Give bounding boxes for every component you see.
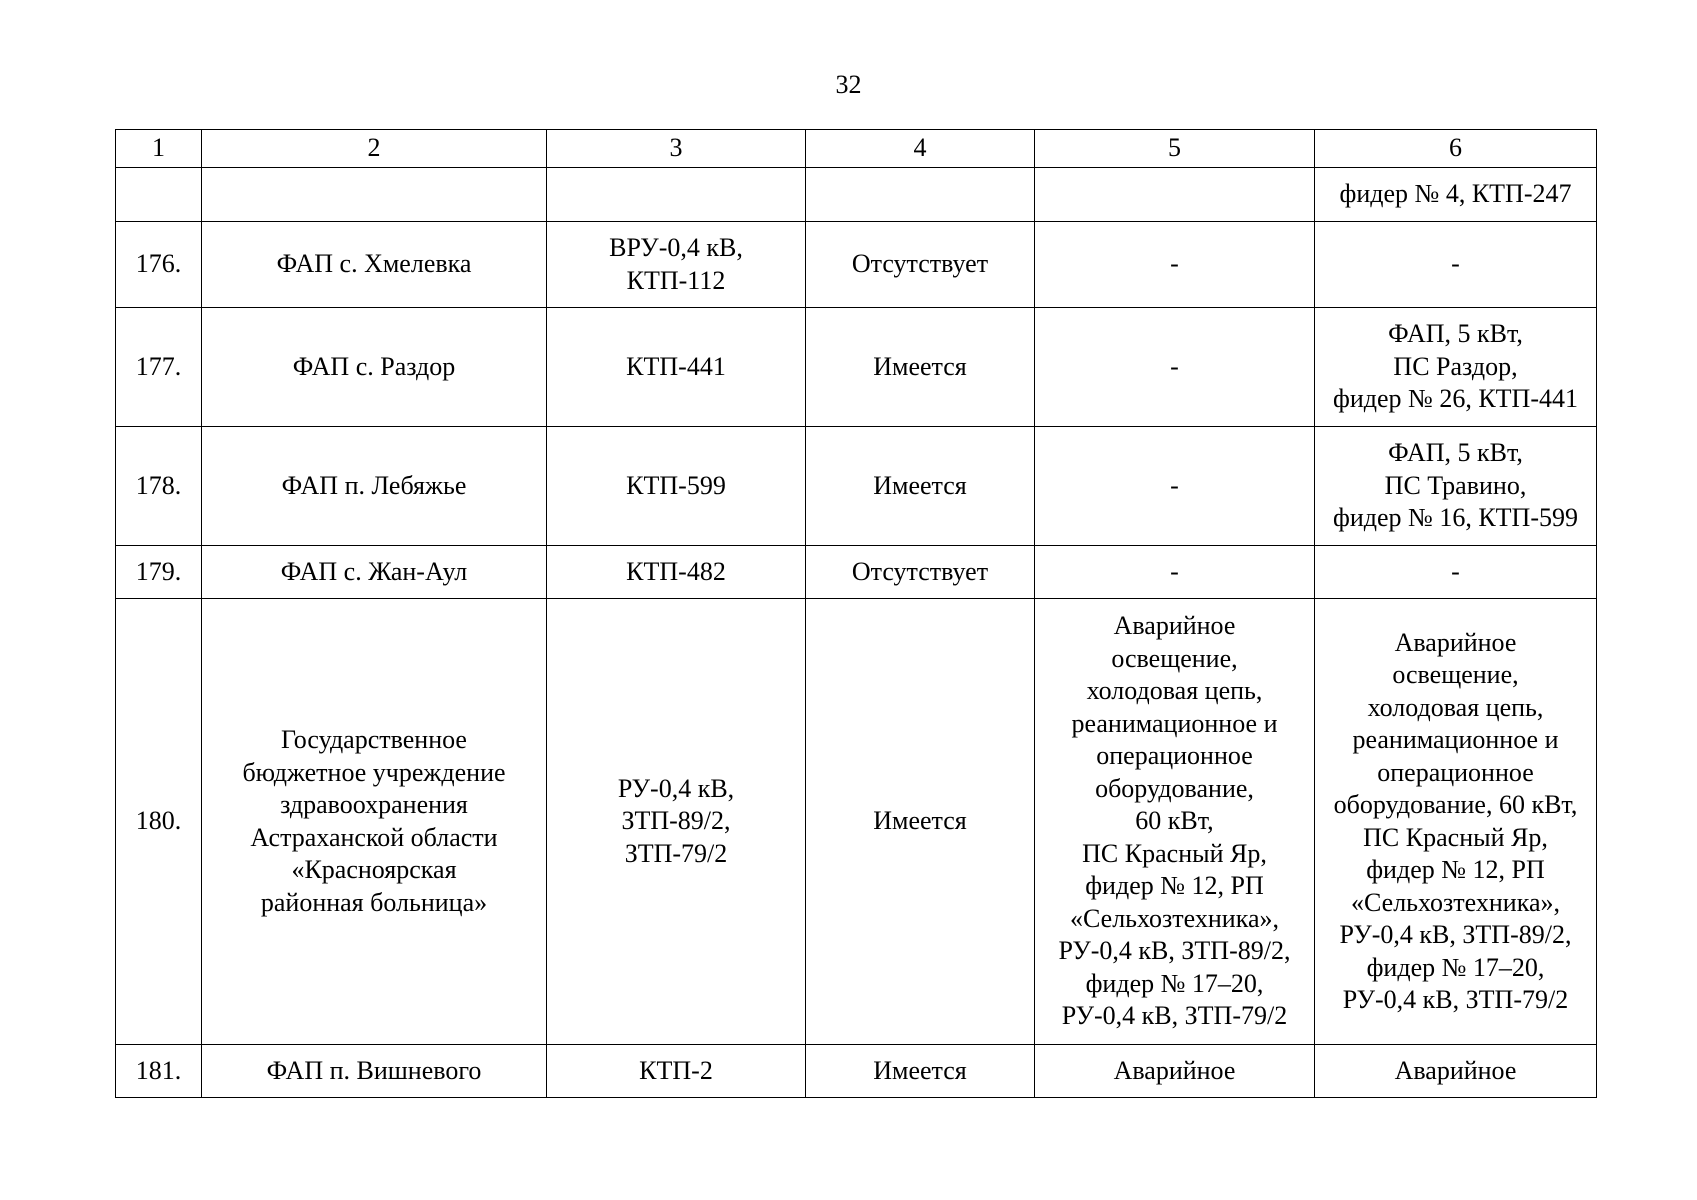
facility-name-cell: ФАП п. Лебяжье <box>202 427 547 546</box>
facility-name-cell: Государственное бюджетное учреждение здравоохранения Астраханской области «Красноярская районная больница» <box>202 599 547 1045</box>
backup-status-cell: Имеется <box>806 1045 1035 1098</box>
power-source-cell: КТП-441 <box>547 308 806 427</box>
table-row <box>116 546 1597 599</box>
power-source-cell: РУ-0,4 кВ, ЗТП-89/2, ЗТП-79/2 <box>547 599 806 1045</box>
column-6-cell: - <box>1315 546 1597 599</box>
data-table <box>115 129 1597 1098</box>
column-6-cell: фидер № 4, КТП-247 <box>1315 168 1597 222</box>
column-header: 5 <box>1035 130 1315 168</box>
row-number-cell: 176. <box>116 222 202 308</box>
column-6-cell: - <box>1315 222 1597 308</box>
table-row <box>116 427 1597 546</box>
column-header: 4 <box>806 130 1035 168</box>
table-body <box>116 168 1597 1098</box>
facility-name-cell <box>202 168 547 222</box>
row-number-cell: 179. <box>116 546 202 599</box>
column-6-cell: ФАП, 5 кВт, ПС Травино, фидер № 16, КТП-599 <box>1315 427 1597 546</box>
column-6-cell: ФАП, 5 кВт, ПС Раздор, фидер № 26, КТП-441 <box>1315 308 1597 427</box>
backup-status-cell: Имеется <box>806 599 1035 1045</box>
row-number-cell: 178. <box>116 427 202 546</box>
page-number: 32 <box>835 70 862 99</box>
backup-status-cell: Отсутствует <box>806 546 1035 599</box>
table-row <box>116 599 1597 1045</box>
table-row-continuation <box>116 168 1597 222</box>
column-header: 2 <box>202 130 547 168</box>
backup-status-cell: Имеется <box>806 427 1035 546</box>
row-number-cell: 177. <box>116 308 202 427</box>
facility-name-cell: ФАП с. Раздор <box>202 308 547 427</box>
backup-status-cell: Имеется <box>806 308 1035 427</box>
table-row <box>116 222 1597 308</box>
table-header <box>116 130 1597 168</box>
column-6-cell: Аварийное освещение, холодовая цепь, реанимационное и операционное оборудование, 60 кВт, ПС Красный Яр, фидер № 12, РП «Сельхозтехника», РУ-0,4 кВ, ЗТП-89/2, фидер № 17–20, РУ-0,4 кВ, ЗТП-79/2 <box>1315 599 1597 1045</box>
column-6-cell: Аварийное <box>1315 1045 1597 1098</box>
facility-name-cell: ФАП с. Хмелевка <box>202 222 547 308</box>
column-5-cell: Аварийное освещение, холодовая цепь, реанимационное и операционное оборудование, 60 кВт, ПС Красный Яр, фидер № 12, РП «Сельхозтехника», РУ-0,4 кВ, ЗТП-89/2, фидер № 17–20, РУ-0,4 кВ, ЗТП-79/2 <box>1035 599 1315 1045</box>
backup-status-cell <box>806 168 1035 222</box>
column-5-cell: - <box>1035 427 1315 546</box>
row-number-cell: 181. <box>116 1045 202 1098</box>
power-source-cell: ВРУ-0,4 кВ, КТП-112 <box>547 222 806 308</box>
column-header: 3 <box>547 130 806 168</box>
column-number-row <box>116 130 1597 168</box>
power-source-cell: КТП-599 <box>547 427 806 546</box>
column-header: 1 <box>116 130 202 168</box>
row-number-cell: 180. <box>116 599 202 1045</box>
facility-name-cell: ФАП п. Вишневого <box>202 1045 547 1098</box>
power-source-cell: КТП-2 <box>547 1045 806 1098</box>
column-header: 6 <box>1315 130 1597 168</box>
column-5-cell: - <box>1035 546 1315 599</box>
power-source-cell <box>547 168 806 222</box>
column-5-cell: - <box>1035 308 1315 427</box>
table-row <box>116 308 1597 427</box>
column-5-cell: Аварийное <box>1035 1045 1315 1098</box>
power-source-cell: КТП-482 <box>547 546 806 599</box>
row-number-cell <box>116 168 202 222</box>
table-row <box>116 1045 1597 1098</box>
backup-status-cell: Отсутствует <box>806 222 1035 308</box>
facility-name-cell: ФАП с. Жан-Аул <box>202 546 547 599</box>
column-5-cell: - <box>1035 222 1315 308</box>
column-5-cell <box>1035 168 1315 222</box>
